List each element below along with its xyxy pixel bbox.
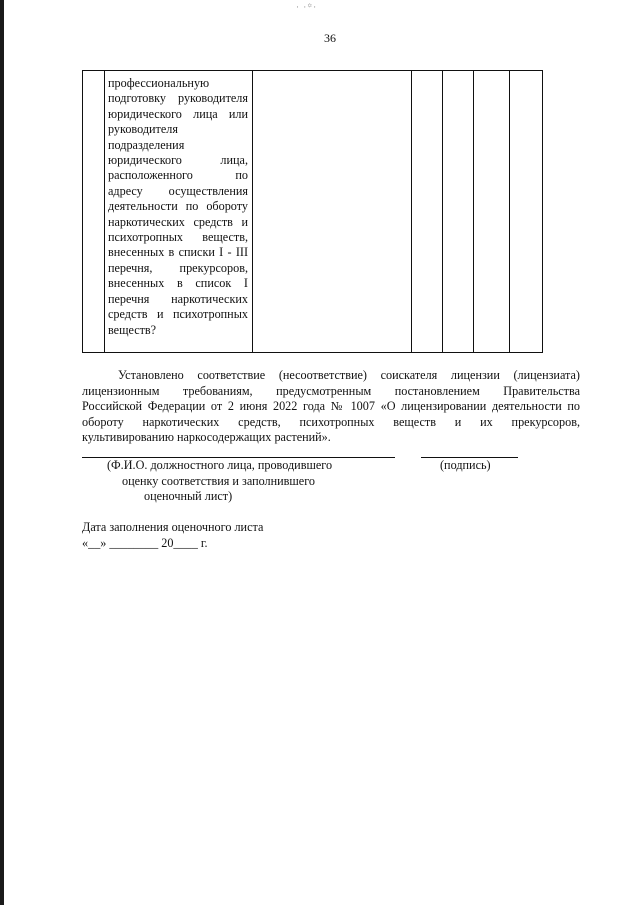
question-line: профессиональную [108,76,210,90]
date-blank: «__» ________ 20____ г. [82,535,208,550]
date-block [82,520,263,551]
question-line: внесенных в списки I - III [108,245,248,260]
question-line: веществ? [108,322,157,337]
conclusion-line: Установлено соответствие (несоответствие) соискателя лицензии (лицензиата) [118,368,580,382]
question-line: наркотических средств и [108,214,248,229]
question-line: юридического лица или [108,106,248,121]
answer-yes-cell [412,71,443,353]
question-line: подразделения [108,137,185,152]
date-label: Дата заполнения оценочного листа [82,520,264,534]
question-cell [105,71,253,353]
question-line: перечня наркотических [108,291,248,306]
scan-artifact: · ·꙳· [296,2,318,12]
question-line: подготовку руководителя [108,91,248,106]
conclusion-line: культивированию наркосодержащих растений». [82,430,331,444]
question-line: адресу осуществления [108,183,248,198]
page-edge-shadow [0,0,4,905]
question-line: руководителя [108,122,178,137]
official-caption: (Ф.И.О. должностного лица, проводившего оценку соответствия и заполнившего оценочный лист) [107,458,333,503]
question-line: средств и психотропных [108,307,248,322]
notes-cell [510,71,543,353]
row-number-cell [83,71,105,353]
question-line: внесенных в список I [108,276,248,291]
requirement-cell [253,71,412,353]
conclusion-line: Российской Федерации от 2 июня 2022 года № 1007 «О лицензировании деятельности по [82,399,580,413]
answer-na-cell [474,71,510,353]
answer-no-cell [443,71,474,353]
conclusion-paragraph [82,368,580,446]
question-line: расположенного по [108,168,248,183]
question-line: психотропных веществ, [108,230,248,245]
page-number: 36 [324,31,336,45]
question-line: перечня, прекурсоров, [108,260,248,275]
conclusion-line: лицензионным требованиям, предусмотренным постановлением Правительства [82,383,580,398]
question-line: юридического лица, [108,153,248,168]
question-line: деятельности по обороту [108,199,248,214]
question-text [108,76,248,338]
assessment-table [82,70,543,353]
table-row [83,71,543,353]
conclusion-line: обороту наркотических средств, психотропных веществ и их прекурсоров, [82,414,580,429]
signature-caption: (подпись) [440,458,491,472]
